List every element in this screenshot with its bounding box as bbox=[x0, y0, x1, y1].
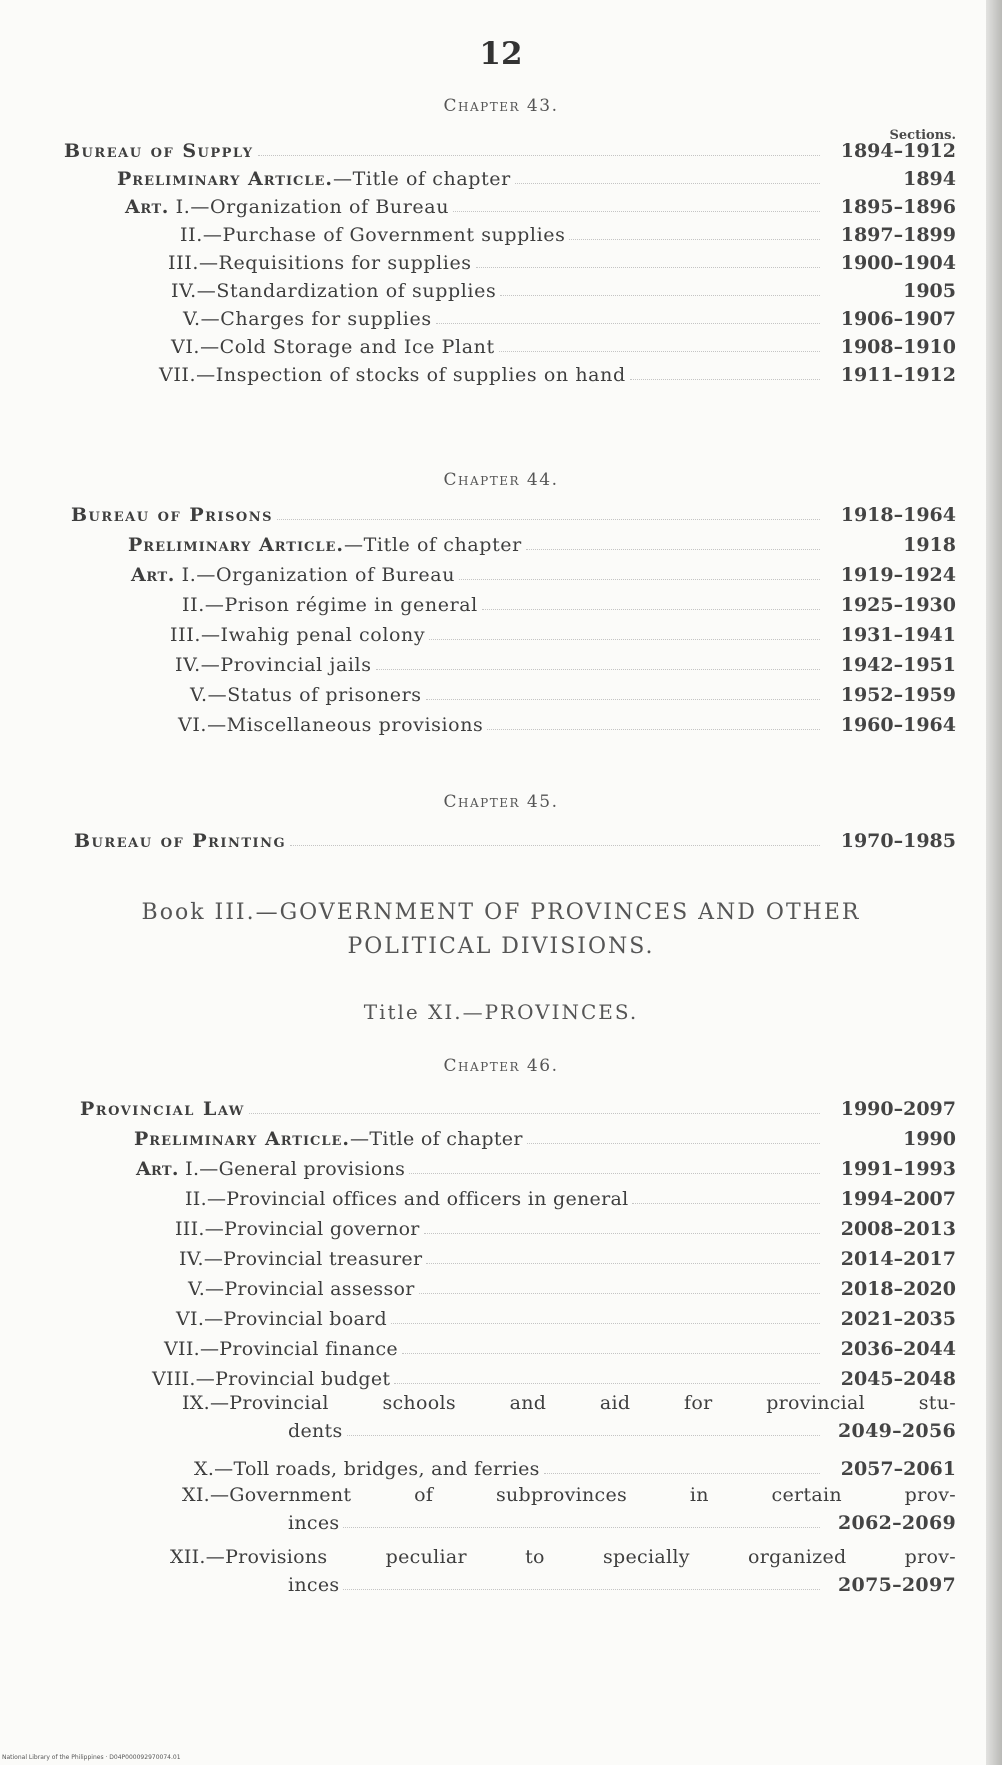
dot-leader bbox=[476, 267, 820, 268]
entry-sections: 1895–1896 bbox=[840, 196, 956, 218]
entry-sections: 2018–2020 bbox=[840, 1278, 956, 1300]
toc-entry-article-ix bbox=[182, 1390, 956, 1450]
toc-entry-article-vii bbox=[164, 1334, 956, 1360]
entry-title: VI.—Cold Storage and Ice Plant bbox=[171, 336, 495, 358]
dot-leader bbox=[249, 1113, 820, 1114]
entry-sections: 1894 bbox=[903, 168, 956, 190]
title-heading: Title XI.—PROVINCES. bbox=[363, 1000, 639, 1024]
dot-leader bbox=[402, 1353, 820, 1354]
toc-entry-article-iv bbox=[175, 650, 956, 676]
toc-entry-article-i bbox=[131, 560, 956, 586]
dot-leader bbox=[343, 1527, 820, 1528]
entry-title-line-1: IX.—Provincial schools and aid for provincial stu- bbox=[182, 1392, 956, 1414]
toc-entry-article-v bbox=[188, 1274, 956, 1300]
toc-entry-article-vii bbox=[159, 360, 956, 386]
toc-entry-article-viii bbox=[152, 1364, 956, 1390]
entry-sections: 1905 bbox=[903, 280, 956, 302]
entry-sections: 2075–2097 bbox=[838, 1574, 956, 1596]
dot-leader bbox=[453, 211, 820, 212]
dot-leader bbox=[630, 379, 820, 380]
toc-entry-provincial-law bbox=[80, 1094, 956, 1120]
entry-sections: 1900–1904 bbox=[840, 252, 956, 274]
chapter-heading: Chapter 44. bbox=[443, 470, 559, 490]
dot-leader bbox=[632, 1203, 820, 1204]
entry-title: VI.—Provincial board bbox=[176, 1308, 387, 1330]
toc-entry-article-iv bbox=[179, 1244, 956, 1270]
entry-title-line-1: XI.—Government of subprovinces in certain prov- bbox=[182, 1484, 956, 1506]
entry-title: VII.—Provincial finance bbox=[164, 1338, 398, 1360]
toc-entry-article-vi bbox=[176, 1304, 956, 1330]
entry-title: —Title of chapter bbox=[344, 534, 522, 556]
dot-leader bbox=[376, 669, 820, 670]
book-heading-line-1: Book III.—GOVERNMENT OF PROVINCES AND OTHER bbox=[141, 900, 861, 925]
toc-entry-bureau-of-printing bbox=[74, 826, 956, 852]
entry-title: III.—Provincial governor bbox=[175, 1218, 420, 1240]
chapter-heading: Chapter 46. bbox=[443, 1056, 559, 1076]
entry-sections: 1960–1964 bbox=[840, 714, 956, 736]
dot-leader bbox=[409, 1173, 820, 1174]
toc-entry-article-iii bbox=[175, 1214, 956, 1240]
entry-prefix: Preliminary Article. bbox=[128, 534, 345, 556]
entry-prefix: Art. bbox=[131, 564, 176, 586]
toc-entry-article-i bbox=[125, 192, 956, 218]
chapter-heading: Chapter 45. bbox=[443, 792, 559, 812]
entry-prefix: Art. bbox=[136, 1158, 179, 1180]
entry-title: Bureau of Supply bbox=[64, 140, 254, 162]
entry-title-line-2: inces bbox=[288, 1512, 340, 1534]
entry-title: VIII.—Provincial budget bbox=[152, 1368, 391, 1390]
toc-entry-preliminary-article bbox=[134, 1124, 956, 1150]
entry-sections: 1919–1924 bbox=[840, 564, 956, 586]
entry-title: I.—General provisions bbox=[178, 1158, 406, 1180]
entry-title: —Title of chapter bbox=[333, 168, 511, 190]
toc-entry-article-ii bbox=[182, 590, 956, 616]
entry-title-line-2: dents bbox=[288, 1420, 343, 1442]
toc-entry-article-ii bbox=[180, 220, 956, 246]
toc-entry-preliminary-article bbox=[128, 530, 956, 556]
entry-sections: 1894–1912 bbox=[840, 140, 956, 162]
dot-leader bbox=[569, 239, 820, 240]
entry-title: II.—Prison régime in general bbox=[182, 594, 478, 616]
dot-leader bbox=[426, 1263, 820, 1264]
dot-leader bbox=[391, 1323, 820, 1324]
entry-title: Bureau of Printing bbox=[74, 830, 287, 852]
entry-sections: 1990 bbox=[903, 1128, 956, 1150]
entry-sections: 1990–2097 bbox=[840, 1098, 956, 1120]
entry-sections: 1918 bbox=[903, 534, 956, 556]
dot-leader bbox=[436, 323, 820, 324]
dot-leader bbox=[424, 1233, 820, 1234]
entry-title-line-2: inces bbox=[288, 1574, 340, 1596]
page-number: 12 bbox=[479, 36, 523, 72]
entry-continuation bbox=[288, 1508, 956, 1534]
toc-entry-article-xi bbox=[182, 1482, 956, 1542]
entry-sections: 1970–1985 bbox=[840, 830, 956, 852]
entry-title: III.—Iwahig penal colony bbox=[170, 624, 426, 646]
entry-title-line-1: XII.—Provisions peculiar to specially organized prov- bbox=[170, 1546, 956, 1568]
entry-title: X.—Toll roads, bridges, and ferries bbox=[194, 1458, 540, 1480]
toc-entry-article-vi bbox=[171, 332, 956, 358]
entry-title: V.—Status of prisoners bbox=[190, 684, 422, 706]
toc-entry-article-iii bbox=[170, 620, 956, 646]
entry-sections: 1991–1993 bbox=[840, 1158, 956, 1180]
entry-sections: 2036–2044 bbox=[840, 1338, 956, 1360]
entry-prefix: Art. bbox=[125, 196, 170, 218]
dot-leader bbox=[347, 1435, 820, 1436]
entry-title: Bureau of Prisons bbox=[71, 504, 273, 526]
book-heading-line-2: POLITICAL DIVISIONS. bbox=[347, 934, 655, 959]
toc-entry-article-i bbox=[136, 1154, 956, 1180]
dot-leader bbox=[258, 155, 820, 156]
entry-sections: 2021–2035 bbox=[840, 1308, 956, 1330]
entry-sections: 1931–1941 bbox=[840, 624, 956, 646]
entry-sections: 2057–2061 bbox=[840, 1458, 956, 1480]
dot-leader bbox=[343, 1589, 820, 1590]
toc-entry-preliminary-article bbox=[117, 164, 956, 190]
toc-entry-article-ii bbox=[185, 1184, 956, 1210]
entry-sections: 2008–2013 bbox=[840, 1218, 956, 1240]
entry-title: II.—Purchase of Government supplies bbox=[180, 224, 566, 246]
entry-sections: 1906–1907 bbox=[840, 308, 956, 330]
chapter-heading: Chapter 43. bbox=[443, 96, 559, 116]
dot-leader bbox=[527, 1143, 820, 1144]
sections-column-label: Sections. bbox=[889, 128, 956, 143]
dot-leader bbox=[290, 845, 820, 846]
toc-entry-article-x bbox=[194, 1454, 956, 1480]
entry-sections: 2062–2069 bbox=[838, 1512, 956, 1534]
entry-sections: 1994–2007 bbox=[840, 1188, 956, 1210]
entry-title: VII.—Inspection of stocks of supplies on hand bbox=[159, 364, 626, 386]
dot-leader bbox=[487, 729, 820, 730]
dot-leader bbox=[515, 183, 820, 184]
dot-leader bbox=[394, 1383, 820, 1384]
entry-title: I.—Organization of Bureau bbox=[169, 196, 450, 218]
dot-leader bbox=[429, 639, 820, 640]
toc-entry-article-v bbox=[190, 680, 956, 706]
book-heading bbox=[100, 896, 902, 964]
entry-sections: 1897–1899 bbox=[840, 224, 956, 246]
dot-leader bbox=[544, 1473, 820, 1474]
entry-title: IV.—Standardization of supplies bbox=[171, 280, 497, 302]
entry-title: VI.—Miscellaneous provisions bbox=[178, 714, 484, 736]
entry-sections: 2014–2017 bbox=[840, 1248, 956, 1270]
dot-leader bbox=[459, 579, 820, 580]
entry-title: Provincial Law bbox=[80, 1098, 245, 1120]
entry-title: II.—Provincial offices and officers in general bbox=[185, 1188, 629, 1210]
toc-entry-article-vi bbox=[178, 710, 956, 736]
entry-sections: 1908–1910 bbox=[840, 336, 956, 358]
entry-title: IV.—Provincial treasurer bbox=[179, 1248, 423, 1270]
entry-sections: 1925–1930 bbox=[840, 594, 956, 616]
entry-prefix: Preliminary Article. bbox=[117, 168, 334, 190]
entry-sections: 2049–2056 bbox=[838, 1420, 956, 1442]
entry-prefix: Preliminary Article. bbox=[134, 1128, 351, 1150]
dot-leader bbox=[419, 1293, 820, 1294]
dot-leader bbox=[499, 351, 820, 352]
dot-leader bbox=[277, 519, 820, 520]
entry-title: V.—Charges for supplies bbox=[183, 308, 432, 330]
entry-sections: 1918–1964 bbox=[840, 504, 956, 526]
entry-title: V.—Provincial assessor bbox=[188, 1278, 415, 1300]
toc-entry-bureau-of-supply bbox=[64, 136, 956, 162]
footer-credit: National Library of the Philippines · D04P000092970074.01 bbox=[2, 1754, 181, 1761]
entry-sections: 2045–2048 bbox=[840, 1368, 956, 1390]
entry-title: —Title of chapter bbox=[350, 1128, 523, 1150]
entry-title: III.—Requisitions for supplies bbox=[168, 252, 472, 274]
dot-leader bbox=[482, 609, 820, 610]
entry-sections: 1942–1951 bbox=[840, 654, 956, 676]
entry-title: I.—Organization of Bureau bbox=[175, 564, 456, 586]
toc-entry-article-xii bbox=[170, 1544, 956, 1604]
toc-entry-article-iv bbox=[171, 276, 956, 302]
toc-entry-article-v bbox=[183, 304, 956, 330]
entry-continuation bbox=[288, 1416, 956, 1442]
dot-leader bbox=[526, 549, 820, 550]
entry-sections: 1952–1959 bbox=[840, 684, 956, 706]
toc-entry-article-iii bbox=[168, 248, 956, 274]
entry-sections: 1911–1912 bbox=[840, 364, 956, 386]
toc-entry-bureau-of-prisons bbox=[71, 500, 956, 526]
dot-leader bbox=[500, 295, 820, 296]
dot-leader bbox=[426, 699, 820, 700]
page-edge-shadow bbox=[986, 0, 1002, 1765]
entry-continuation bbox=[288, 1570, 956, 1596]
entry-title: IV.—Provincial jails bbox=[175, 654, 372, 676]
